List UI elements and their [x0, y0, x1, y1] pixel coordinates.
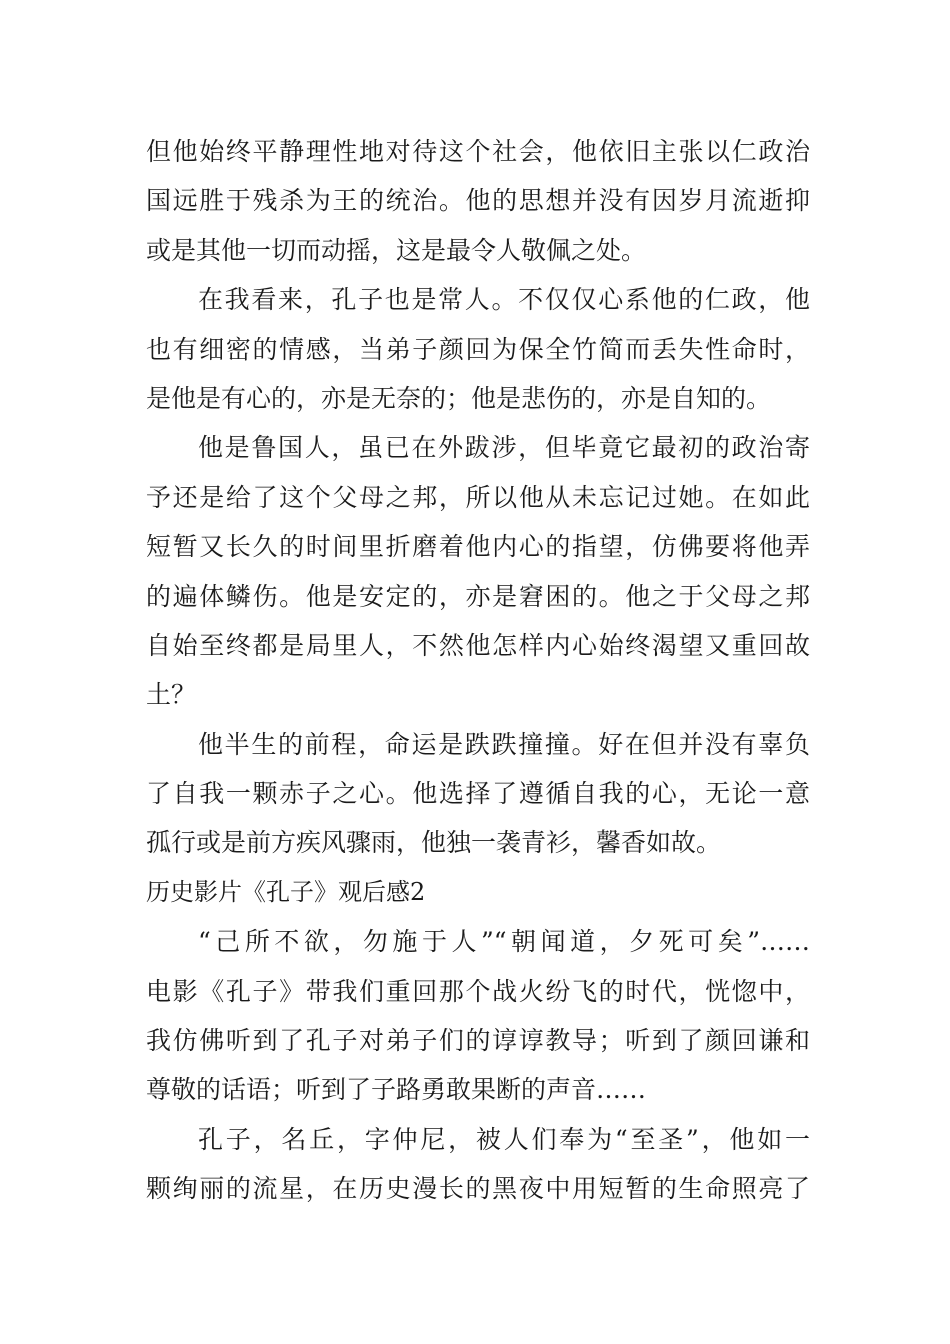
text-line: 的遍体鳞伤。他是安定的，亦是窘困的。他之于父母之邦 — [146, 581, 810, 611]
text-line: 他是鲁国人，虽已在外跋涉，但毕竟它最初的政治寄 — [198, 433, 810, 463]
text-line: 是他是有心的，亦是无奈的；他是悲伤的，亦是自知的。 — [146, 383, 772, 413]
section-heading: 历史影片《孔子》观后感2 — [146, 877, 426, 906]
text-line: 电影《孔子》带我们重回那个战火纷飞的时代，恍惚中， — [146, 976, 810, 1006]
text-line: 尊敬的话语；听到了子路勇敢果断的声音…… — [146, 1075, 647, 1105]
text-line: 了自我一颗赤子之心。他选择了遵循自我的心，无论一意 — [146, 779, 810, 809]
text-line: 或是其他一切而动摇，这是最令人敬佩之处。 — [146, 235, 647, 265]
text-line: “己所不欲，勿施于人”“朝闻道，夕死可矣”…… — [198, 927, 810, 957]
text-line: 我仿佛听到了孔子对弟子们的谆谆教导；听到了颜回谦和 — [146, 1026, 810, 1056]
text-line: 国远胜于残杀为王的统治。他的思想并没有因岁月流逝抑 — [146, 186, 810, 216]
text-line: 颗绚丽的流星，在历史漫长的黑夜中用短暂的生命照亮了 — [146, 1174, 810, 1204]
text-line: 短暂又长久的时间里折磨着他内心的指望，仿佛要将他弄 — [146, 532, 810, 562]
text-line: 自始至终都是局里人，不然他怎样内心始终渴望又重回故 — [146, 630, 810, 660]
text-line: 也有细密的情感，当弟子颜回为保全竹简而丢失性命时， — [146, 334, 810, 364]
text-line: 在我看来，孔子也是常人。不仅仅心系他的仁政，他 — [198, 285, 810, 315]
text-line: 孤行或是前方疾风骤雨，他独一袭青衫，馨香如故。 — [146, 828, 722, 858]
text-line: 孔子，名丘，字仲尼，被人们奉为“至圣”，他如一 — [198, 1124, 810, 1154]
text-line: 他半生的前程，命运是跌跌撞撞。好在但并没有辜负 — [198, 729, 810, 759]
text-line: 予还是给了这个父母之邦，所以他从未忘记过她。在如此 — [146, 482, 810, 512]
text-line: 土？ — [146, 680, 197, 710]
document-body — [146, 127, 810, 1214]
text-line: 但他始终平静理性地对待这个社会，他依旧主张以仁政治 — [146, 137, 810, 166]
